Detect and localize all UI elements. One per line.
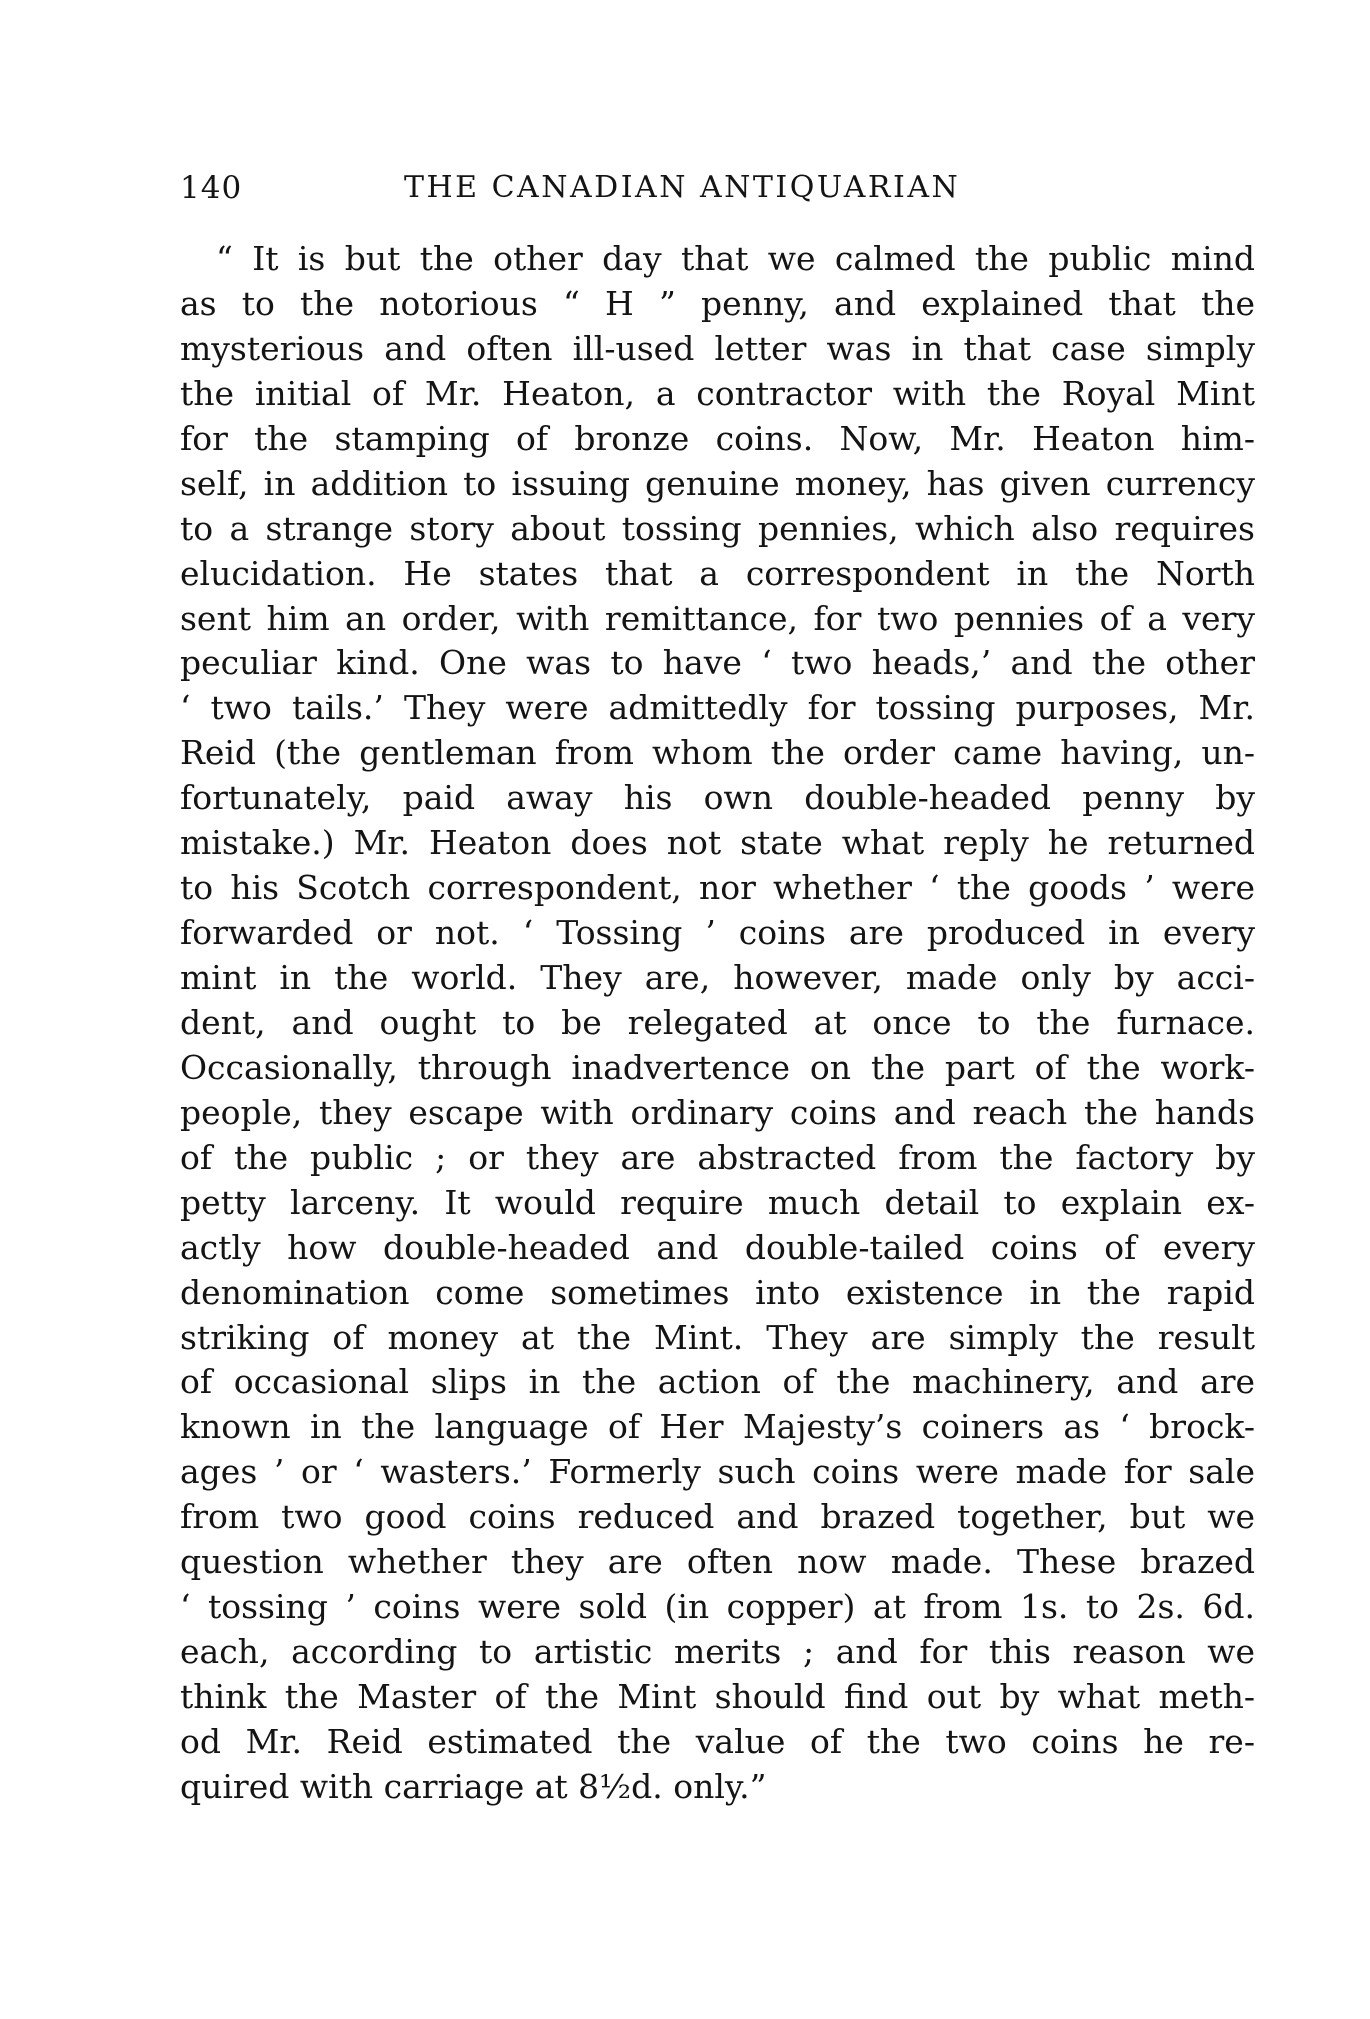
text-line: of the public ; or they are abstracted from the factory by: [180, 1137, 1255, 1177]
page-number: 140: [180, 170, 243, 206]
article-body: [180, 237, 1255, 1810]
text-line: people, they escape with ordinary coins and reach the hands: [180, 1092, 1255, 1132]
text-line: fortunately, paid away his own double-headed penny by: [180, 778, 1255, 818]
text-line: to his Scotch correspondent, nor whether ‘ the goods ’ were: [180, 868, 1255, 908]
text-line: dent, and ought to be relegated at once to the furnace.: [180, 1002, 1255, 1042]
text-line: each, according to artistic merits ; and for this reason we: [180, 1632, 1255, 1672]
text-line: from two good coins reduced and brazed together, but we: [180, 1497, 1255, 1537]
text-line: mistake.) Mr. Heaton does not state what reply he returned: [180, 823, 1255, 863]
text-line: striking of money at the Mint. They are simply the result: [180, 1317, 1255, 1357]
text-line: the initial of Mr. Heaton, a contractor with the Royal Mint: [180, 373, 1255, 413]
text-line: Occasionally, through inadvertence on the part of the work-: [180, 1047, 1255, 1087]
text-line: known in the language of Her Majesty’s coiners as ‘ brock-: [180, 1407, 1255, 1447]
text-line: forwarded or not. ‘ Tossing ’ coins are produced in every: [180, 913, 1255, 953]
text-line: petty larceny. It would require much detail to explain ex-: [180, 1182, 1255, 1222]
text-line: elucidation. He states that a correspondent in the North: [180, 553, 1255, 593]
text-line: quired with carriage at 8½d. only.”: [180, 1766, 767, 1806]
text-line: denomination come sometimes into existence in the rapid: [180, 1272, 1255, 1312]
text-line: sent him an order, with remittance, for two pennies of a very: [180, 598, 1255, 638]
text-line: of occasional slips in the action of the machinery, and are: [180, 1362, 1255, 1402]
page-header: [180, 170, 1255, 214]
text-line: question whether they are often now made. These brazed: [180, 1542, 1255, 1582]
text-line: mysterious and often ill-used letter was in that case simply: [180, 328, 1255, 368]
text-line: ‘ tossing ’ coins were sold (in copper) at from 1s. to 2s. 6d.: [180, 1587, 1255, 1627]
text-line: Reid (the gentleman from whom the order came having, un-: [180, 733, 1255, 773]
text-line: actly how double-headed and double-tailed coins of every: [180, 1227, 1255, 1267]
text-line: peculiar kind. One was to have ‘ two heads,’ and the other: [180, 643, 1255, 683]
text-line: od Mr. Reid estimated the value of the two coins he re-: [180, 1721, 1255, 1761]
running-title: THE CANADIAN ANTIQUARIAN: [404, 170, 961, 205]
text-line: self, in addition to issuing genuine money, has given currency: [180, 463, 1255, 503]
text-line: as to the notorious “ H ” penny, and explained that the: [180, 283, 1255, 323]
text-line: ‘ two tails.’ They were admittedly for tossing purposes, Mr.: [180, 688, 1255, 728]
text-line: ages ’ or ‘ wasters.’ Formerly such coins were made for sale: [180, 1452, 1255, 1492]
text-line: mint in the world. They are, however, made only by acci-: [180, 958, 1255, 997]
text-line: think the Master of the Mint should find out by what meth-: [180, 1677, 1255, 1716]
text-line: “ It is but the other day that we calmed the public mind: [216, 239, 1255, 278]
text-line: to a strange story about tossing pennies, which also requires: [180, 508, 1255, 548]
text-line: for the stamping of bronze coins. Now, Mr. Heaton him-: [180, 418, 1255, 458]
